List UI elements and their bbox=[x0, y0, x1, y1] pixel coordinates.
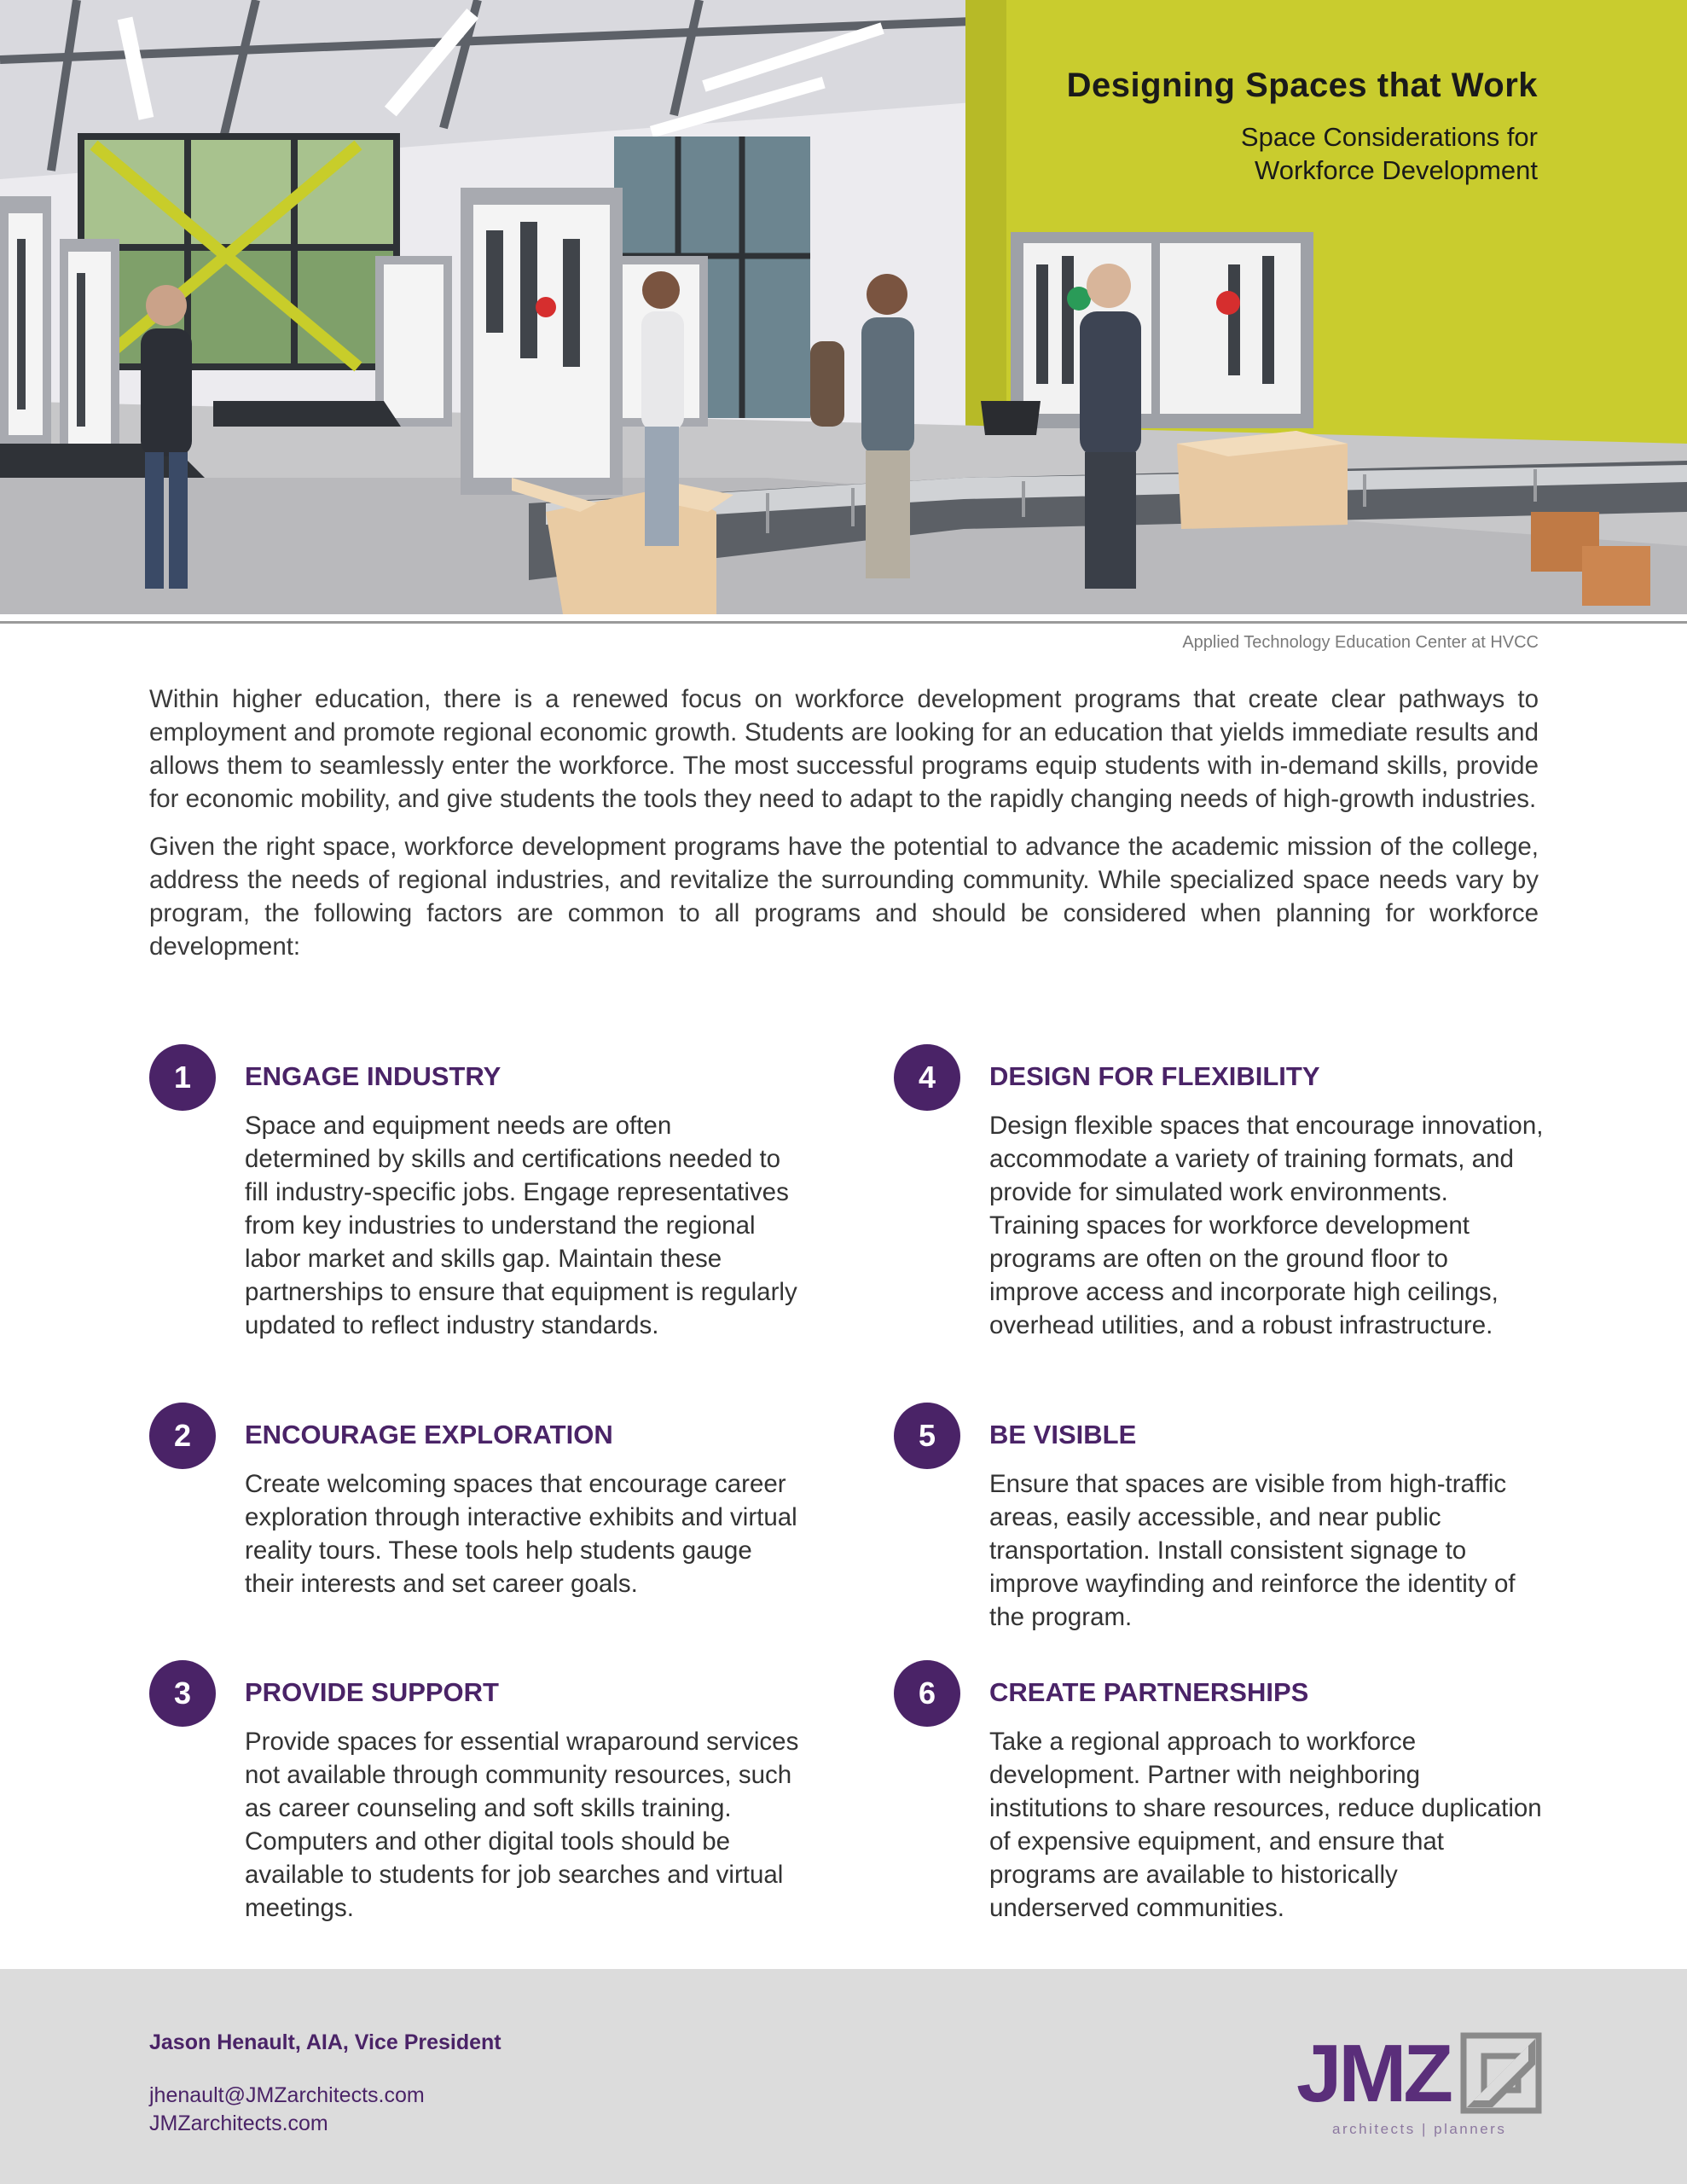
header-block bbox=[1067, 67, 1538, 187]
page-title: Designing Spaces that Work bbox=[1066, 67, 1538, 104]
contact-website-link[interactable]: JMZarchitects.com bbox=[149, 2111, 328, 2135]
logo-wordmark: JMZ bbox=[1296, 2028, 1450, 2119]
factor-number-badge: 4 bbox=[894, 1044, 960, 1111]
factor-number-badge: 3 bbox=[149, 1660, 216, 1727]
factor-body: Space and equipment needs are often determined by skills and certifications needed to fill industry-specific jobs. Engage representatives from key industries to understand the regional labor market and skills gap. Maintain these partnerships to ensure that equipment is regularly updated to reflect industry standards. bbox=[245, 1112, 797, 1339]
contact-email-link[interactable]: jhenault@JMZarchitects.com bbox=[149, 2083, 425, 2107]
factor-title: BE VISIBLE bbox=[989, 1420, 1137, 1449]
factor-title: PROVIDE SUPPORT bbox=[245, 1677, 499, 1707]
factor-number-badge: 2 bbox=[149, 1403, 216, 1469]
intro-paragraph-2: Given the right space, workforce development programs have the potential to advance the academic mission of the college, address the needs of regional industries, and revitalize the surrounding community. While specialized space needs vary by program, the following factors are common to all programs and should be considered when planning for workforce development: bbox=[149, 833, 1539, 961]
factor-body: Design flexible spaces that encourage innovation, accommodate a variety of training formats, and provide for simulated work environments. Training spaces for workforce development programs are often on the ground floor to improve access and incorporate high ceilings, overhead utilities, and a robust infrastructure. bbox=[989, 1112, 1544, 1339]
factor-title: CREATE PARTNERSHIPS bbox=[989, 1677, 1309, 1707]
page-subtitle-line-1: Space Considerations for bbox=[1240, 122, 1538, 152]
logo-tagline: architects | planners bbox=[1332, 2121, 1507, 2137]
factor-title: DESIGN FOR FLEXIBILITY bbox=[989, 1061, 1320, 1091]
logo-mark-icon bbox=[1458, 2030, 1544, 2116]
factor-title: ENCOURAGE EXPLORATION bbox=[245, 1420, 613, 1449]
factor-body: Provide spaces for essential wraparound services not available through community resources, such as career counseling and soft skills training. Computers and other digital tools should be available to students for job searches and virtual meetings. bbox=[245, 1728, 799, 1922]
footer bbox=[0, 1969, 1687, 2184]
factor-title: ENGAGE INDUSTRY bbox=[245, 1061, 501, 1091]
intro-paragraph-1: Within higher education, there is a renewed focus on workforce development programs that create clear pathways to employment and promote regional economic growth. Students are looking for an education that yields immediate results and allows them to seamlessly enter the workforce. The most successful programs equip students with in-demand skills, provide for economic mobility, and give students the tools they need to adapt to the rapidly changing needs of high-growth industries. bbox=[149, 685, 1539, 813]
intro-text bbox=[149, 682, 1539, 978]
factor-number-badge: 5 bbox=[894, 1403, 960, 1469]
factor-number-badge: 6 bbox=[894, 1660, 960, 1727]
factor-number-badge: 1 bbox=[149, 1044, 216, 1111]
factor-body: Create welcoming spaces that encourage career exploration through interactive exhibits and virtual reality tours. These tools help students gauge their interests and set career goals. bbox=[245, 1470, 797, 1598]
hero-image bbox=[0, 0, 1687, 614]
factor-body: Ensure that spaces are visible from high-traffic areas, easily accessible, and near public transportation. Install consistent signage to improve wayfinding and reinforce the identity of the program. bbox=[989, 1470, 1516, 1631]
factor-body: Take a regional approach to workforce development. Partner with neighboring institutions to share resources, reduce duplication of expensive equipment, and ensure that programs are available to historically underserved communities. bbox=[989, 1728, 1542, 1922]
page-subtitle-line-2: Workforce Development bbox=[1255, 155, 1538, 185]
contact-name: Jason Henault, AIA, Vice President bbox=[149, 2030, 501, 2054]
jmz-logo bbox=[1296, 2020, 1544, 2140]
image-caption: Applied Technology Education Center at HVCC bbox=[1182, 633, 1539, 652]
hero-divider bbox=[0, 621, 1687, 624]
